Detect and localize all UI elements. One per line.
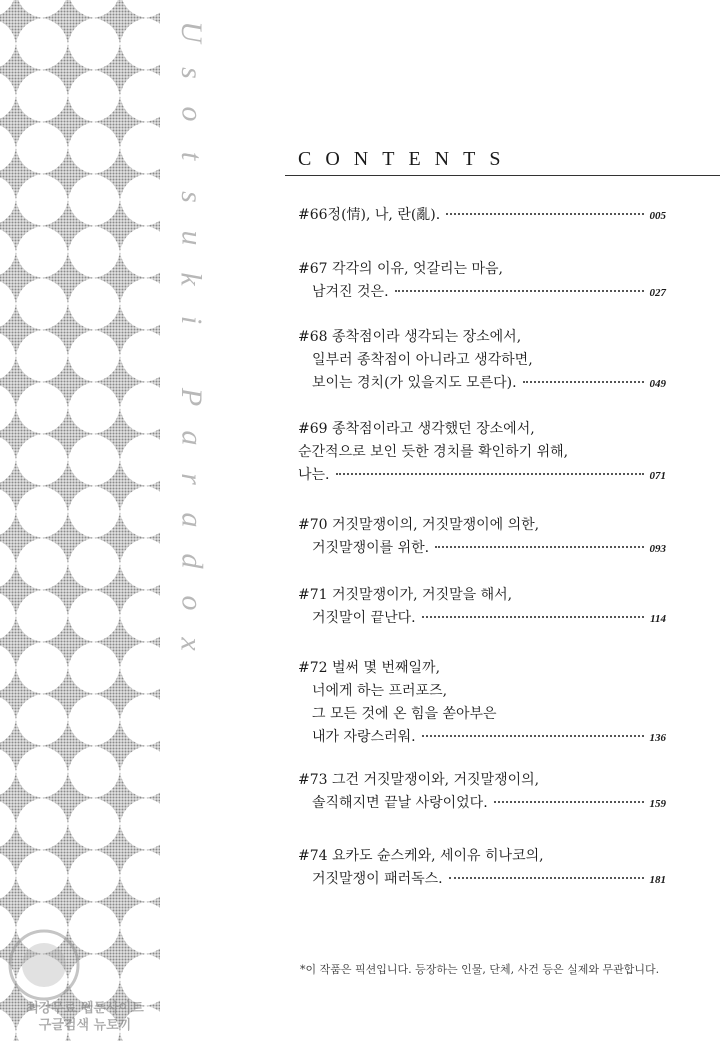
dot-leader	[435, 546, 643, 548]
toc-entry-title: #71 거짓말쟁이가, 거짓말을 해서,	[298, 587, 513, 603]
side-title-letter: r	[175, 473, 208, 485]
toc-page-number: 071	[649, 470, 666, 482]
fiction-disclaimer: *이 작품은 픽션입니다. 등장하는 인물, 단체, 사건 등은 실제와 무관합니다.	[300, 963, 660, 976]
toc-entry-line	[298, 258, 666, 281]
toc-page-number: 136	[649, 732, 666, 744]
side-title-letter: d	[175, 553, 208, 569]
toc-page-number: 005	[649, 210, 666, 222]
toc-page-number: 093	[649, 543, 666, 555]
dot-leader	[446, 213, 643, 215]
toc-page-number: 181	[649, 874, 666, 886]
toc-entry-line	[298, 418, 666, 441]
contents-heading: CONTENTS	[298, 148, 515, 170]
watermark-line: 구글검색 뉴토끼	[38, 1018, 132, 1033]
toc-entry[interactable]	[298, 584, 666, 630]
toc-entry-line	[298, 769, 666, 792]
side-title-letter: a	[175, 512, 208, 528]
toc-entry[interactable]	[298, 657, 666, 749]
watermark-text	[10, 1000, 160, 1034]
toc-entry[interactable]	[298, 204, 666, 227]
toc-entry-title: #68 종착점이라 생각되는 장소에서,	[298, 329, 522, 345]
toc-entry-line	[298, 464, 666, 487]
toc-entry-line	[298, 349, 666, 372]
toc-entry-title: 거짓말이 끝난다.	[312, 610, 416, 626]
toc-entry-line	[298, 607, 666, 630]
toc-entry-title: 보이는 경치(가 있을지도 모른다).	[312, 375, 517, 391]
toc-entry-line	[298, 792, 666, 815]
side-title-letter: x	[174, 637, 208, 651]
toc-entry-title: 너에게 하는 프러포즈,	[312, 683, 448, 699]
toc-entry-line	[298, 514, 666, 537]
toc-page-number: 114	[650, 613, 666, 625]
toc-page-number: 027	[649, 287, 666, 299]
toc-entry-line	[298, 584, 666, 607]
toc-entry-line	[298, 326, 666, 349]
toc-entry[interactable]	[298, 514, 666, 560]
toc-entry-title: #72 벌써 몇 번째일까,	[298, 660, 441, 676]
toc-entry-line	[298, 868, 666, 891]
toc-entry-line	[298, 703, 666, 726]
toc-entry-line	[298, 441, 666, 464]
toc-entry-line	[298, 845, 666, 868]
toc-page-number: 159	[649, 798, 666, 810]
toc-entry-title: #67 각각의 이유, 엇갈리는 마음,	[298, 261, 504, 277]
side-title-letter: s	[175, 67, 208, 80]
side-title-letter: P	[174, 387, 208, 406]
toc-entry[interactable]	[298, 258, 666, 304]
toc-entry-line	[298, 726, 666, 749]
side-title-letter: k	[174, 272, 208, 286]
toc-entry-line	[298, 680, 666, 703]
dot-leader	[422, 735, 644, 737]
side-title-letter: u	[175, 230, 208, 246]
dot-leader	[395, 290, 644, 292]
toc-entry-title: #69 종착점이라고 생각했던 장소에서,	[298, 421, 535, 437]
toc-entry-title: #66정(情), 나, 란(亂).	[298, 207, 441, 223]
toc-entry-title: #70 거짓말쟁이의, 거짓말쟁이에 의한,	[298, 517, 540, 533]
dot-leader	[336, 473, 644, 475]
side-title-letter: s	[175, 190, 208, 203]
diamond-pattern-border	[0, 0, 160, 1041]
side-title-letter: a	[175, 430, 208, 446]
toc-page-number: 049	[649, 378, 666, 390]
heading-rule	[285, 175, 720, 176]
toc-entry[interactable]	[298, 326, 666, 395]
toc-entry-title: 남겨진 것은.	[312, 284, 389, 300]
dot-leader	[449, 877, 644, 879]
toc-entry[interactable]	[298, 418, 666, 487]
vertical-series-title	[172, 18, 212, 658]
dot-leader	[523, 381, 644, 383]
toc-entry-title: 일부러 종착점이 아니라고 생각하면,	[312, 352, 533, 368]
toc-entry-line	[298, 204, 666, 227]
side-title-letter: U	[174, 21, 208, 43]
toc-entry-title: 거짓말쟁이를 위한.	[312, 540, 430, 556]
toc-entry-line	[298, 281, 666, 304]
toc-entry[interactable]	[298, 769, 666, 815]
dot-leader	[422, 616, 645, 618]
toc-entry-title: 내가 자랑스러워.	[312, 729, 416, 745]
dot-leader	[494, 801, 644, 803]
toc-entry-title: #73 그건 거짓말쟁이와, 거짓말쟁이의,	[298, 772, 540, 788]
toc-entry-line	[298, 372, 666, 395]
toc-entry-title: 그 모든 것에 온 힘을 쏟아부은	[312, 706, 497, 722]
toc-entry[interactable]	[298, 845, 666, 891]
toc-entry-title: 나는.	[298, 467, 330, 483]
toc-entry-line	[298, 657, 666, 680]
toc-entry-title: 솔직해지면 끝날 사랑이었다.	[312, 795, 488, 811]
toc-entry-title: 거짓말쟁이 패러독스.	[312, 871, 443, 887]
toc-entry-line	[298, 537, 666, 560]
side-title-letter: t	[175, 151, 208, 160]
toc-entry-title: 순간적으로 보인 듯한 경치를 확인하기 위해,	[298, 444, 569, 460]
side-title-letter: o	[175, 106, 208, 122]
watermark-line: 최강무료 웹툰사이트	[26, 1001, 144, 1016]
toc-entry-title: #74 요카도 슌스케와, 세이유 히나코의,	[298, 848, 544, 864]
side-title-letter: i	[175, 316, 208, 325]
side-title-letter: o	[175, 595, 208, 611]
